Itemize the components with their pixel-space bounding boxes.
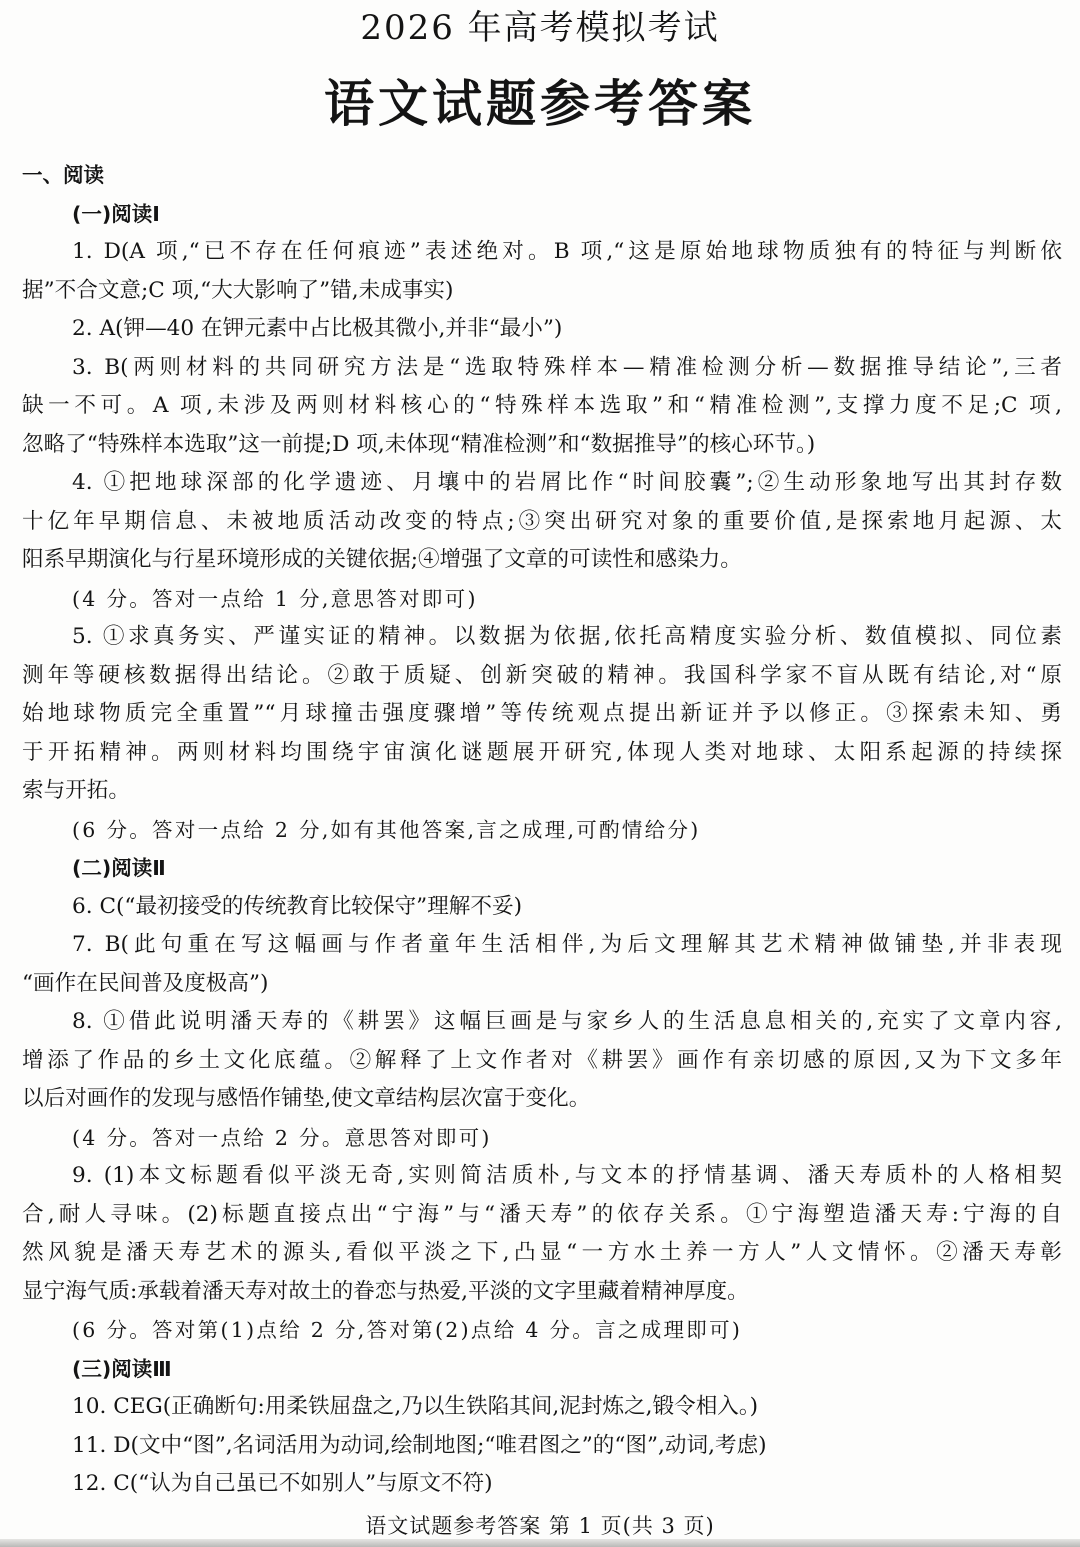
answer-line: 然风貌是潘天寿艺术的源头,看似平淡之下,凸显“一方水土养一方人”人文情怀。②潘天寿彰 (22, 1240, 1062, 1265)
answer-line: 4. ①把地球深部的化学遗迹、月壤中的岩屑比作“时间胶囊”;②生动形象地写出其封存数 (72, 470, 1062, 495)
answer-line: 缺一不可。A 项,未涉及两则材料核心的“特殊样本选取”和“精准检测”,支撑力度不足;C 项, (22, 393, 1062, 418)
page-footer: 语文试题参考答案 第 1 页(共 3 页) (365, 1514, 715, 1538)
answer-line: 2. A(钾—40 在钾元素中占比极其微小,并非“最小”) (72, 316, 563, 341)
scoring-note: (6 分。答对一点给 2 分,如有其他答案,言之成理,可酌情给分) (72, 817, 701, 842)
subsection-heading-reading-2: (二)阅读Ⅱ (72, 856, 166, 880)
answer-line: 忽略了“特殊样本选取”这一前提;D 项,未体现“精准检测”和“数据推导”的核心环节。) (22, 431, 816, 457)
answer-line: 阳系早期演化与行星环境形成的关键依据;④增强了文章的可读性和感染力。 (22, 547, 742, 572)
section-heading-reading: 一、阅读 (22, 163, 104, 187)
answer-body (22, 156, 1062, 1504)
answer-line: 9. (1)本文标题看似平淡无奇,实则简洁质朴,与文本的抒情基调、潘天寿质朴的人格相契 (72, 1163, 1062, 1188)
answer-line: 增添了作品的乡土文化底蕴。②解释了上文作者对《耕罢》画作有亲切感的原因,又为下文多年 (22, 1047, 1062, 1073)
answer-line: 5. ①求真务实、严谨实证的精神。以数据为依据,依托高精度实验分析、数值模拟、同位素 (72, 624, 1062, 649)
answer-line: 7. B(此句重在写这幅画与作者童年生活相伴,为后文理解其艺术精神做铺垫,并非表现 (72, 932, 1062, 957)
answer-line: 1. D(A 项,“已不存在任何痕迹”表述绝对。B 项,“这是原始地球物质独有的特征与判断依 (72, 239, 1062, 264)
answer-line: “画作在民间普及度极高”) (22, 970, 269, 996)
answer-line: 10. CEG(正确断句:用柔铁屈盘之,乃以生铁陷其间,泥封炼之,锻令相入。) (72, 1394, 759, 1419)
answer-line: 以后对画作的发现与感悟作铺垫,使文章结构层次富于变化。 (22, 1086, 591, 1111)
scoring-note: (4 分。答对一点给 2 分。意思答对即可) (72, 1125, 492, 1150)
answer-line: 于开拓精神。两则材料均围绕宇宙演化谜题展开研究,体现人类对地球、太阳系起源的持续探 (22, 739, 1062, 765)
exam-title: 2026 年高考模拟考试 (360, 8, 720, 48)
answer-line: 3. B(两则材料的共同研究方法是“选取特殊样本—精准检测分析—数据推导结论”,三者 (72, 354, 1062, 380)
subsection-heading-reading-1: (一)阅读Ⅰ (72, 201, 160, 226)
answer-line: 11. D(文中“图”,名词活用为动词,绘制地图;“唯君图之”的“图”,动词,考虑) (72, 1432, 767, 1458)
answer-line: 测年等硬核数据得出结论。②敢于质疑、创新突破的精神。我国科学家不盲从既有结论,对“原 (22, 662, 1062, 688)
answer-line: 据”不合文意;C 项,“大大影响了”错,未成事实) (22, 277, 454, 303)
subsection-heading-reading-3: (三)阅读Ⅲ (72, 1356, 172, 1381)
answer-line: 十亿年早期信息、未被地质活动改变的特点;③突出研究对象的重要价值,是探索地月起源、太 (22, 508, 1062, 534)
answer-line: 合,耐人寻味。(2)标题直接点出“宁海”与“潘天寿”的依存关系。①宁海塑造潘天寿:宁海的自 (22, 1201, 1062, 1227)
answer-line: 6. C(“最初接受的传统教育比较保守”理解不妥) (72, 893, 523, 919)
answer-line: 8. ①借此说明潘天寿的《耕罢》这幅巨画是与家乡人的生活息息相关的,充实了文章内容, (72, 1009, 1062, 1034)
answer-line: 12. C(“认为自己虽已不如别人”与原文不符) (72, 1471, 493, 1496)
scoring-note: (4 分。答对一点给 1 分,意思答对即可) (72, 586, 478, 611)
answer-line: 始地球物质完全重置”“月球撞击强度骤增”等传统观点提出新证并予以修正。③探索未知、勇 (22, 701, 1062, 726)
scoring-note: (6 分。答对第(1)点给 2 分,答对第(2)点给 4 分。言之成理即可) (72, 1318, 743, 1342)
page-edge-shadow (0, 1539, 1080, 1547)
document-title: 语文试题参考答案 (324, 74, 756, 133)
answer-line: 显宁海气质:承载着潘天寿对故土的眷恋与热爱,平淡的文字里藏着精神厚度。 (22, 1278, 749, 1304)
answer-line: 索与开拓。 (22, 778, 130, 803)
